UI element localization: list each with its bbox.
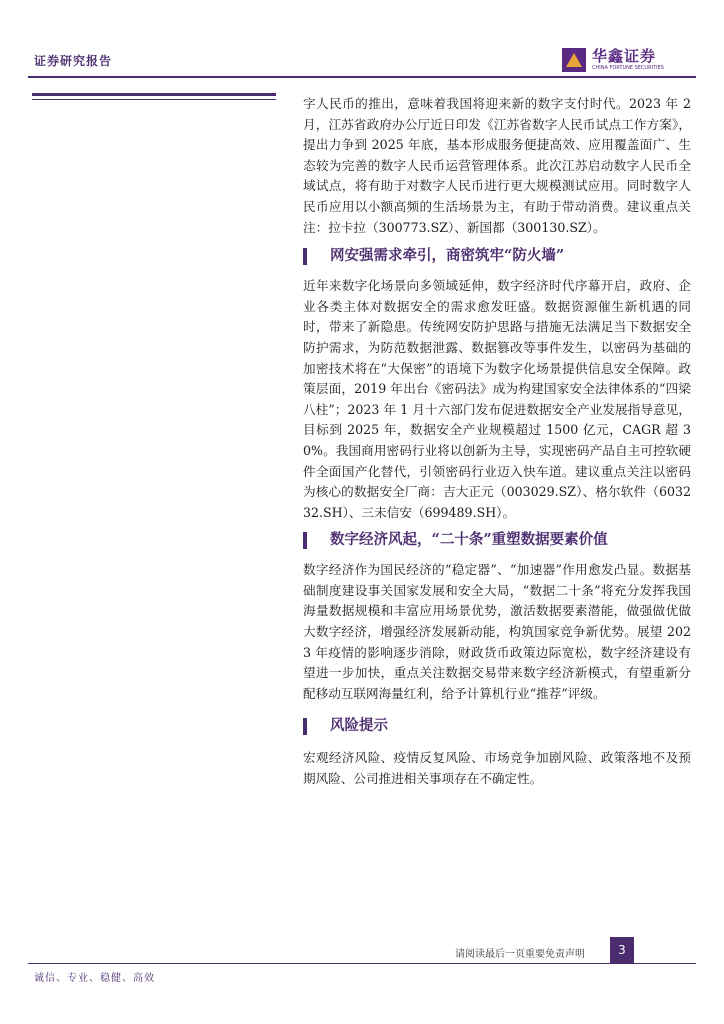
paragraph-risk: 宏观经济风险、疫情反复风险、市场竞争加剧风险、政策落地不及预期风险、公司推进相关事项存在不确定性。 (303, 750, 691, 787)
header-divider (28, 76, 696, 78)
paragraph-digital-economy: 数字经济作为国民经济的“稳定器”、“加速器”作用愈发凸显。数据基础制度建设事关国家发展和安全大局，“数据二十条”将充分发挥我国海量数据规模和丰富应用场景优势，激活数据要素潜能，做强做优做大数字经济，增强经济发展新动能，构筑国家竞争新优势。展望 2023 年疫情的影响逐步消除，财政货币政策边际宽松，数字经济建设有望进一步加快，重点关注数据交易带来数字经济新模式，有望重新分配移动互联网海量红利，给予计算机行业“推荐”评级。 (303, 562, 691, 701)
report-type-label: 证券研究报告 (34, 54, 113, 68)
footer-motto: 诚信、专业、稳健、高效 (34, 973, 155, 984)
logo-subtitle: CHINA FORTUNE SECURITIES (592, 65, 664, 71)
footer-divider (28, 963, 696, 964)
company-logo (562, 45, 692, 75)
heading-marker (303, 718, 307, 735)
page-number: 3 (610, 937, 634, 963)
heading-marker (303, 532, 307, 549)
section-heading-digital-economy (303, 530, 691, 550)
logo-mark-icon (562, 48, 586, 72)
logo-name: 华鑫证券 (592, 47, 657, 65)
heading-text: 数字经济风起，“二十条”重塑数据要素价值 (330, 531, 608, 549)
section-heading-cybersecurity (303, 246, 691, 266)
sidebar-divider-thick (32, 93, 276, 96)
paragraph-cybersecurity: 近年来数字化场景向多领域延伸，数字经济时代序幕开启，政府、企业各类主体对数据安全的需求愈发旺盛。数据资源催生新机遇的同时，带来了新隐患。传统网安防护思路与措施无法满足当下数据安全防护需求，为防范数据泄露、数据篡改等事件发生，以密码为基础的加密技术将在“大保密”的语境下为数字化场景提供信息安全保障。政策层面，2019 年出台《密码法》成为构建国家安全法律体系的“四梁八柱”；2023 年 1 月十六部门发布促进数据安全产业发展指导意见，目标到 2025 年，数据安全产业规模超过 1500 亿元，CAGR 超 30%。我国商用密码行业将以创新为主导，实现密码产品自主可控软硬件全面国产化替代，引领密码行业迈入快车道。建议重点关注以密码为核心的数据安全厂商：吉大正元（003029.SZ）、格尔软件（603232.SH）、三未信安（699489.SH）。 (303, 278, 691, 520)
paragraph-digital-rmb: 字人民币的推出，意味着我国将迎来新的数字支付时代。2023 年 2 月，江苏省政府办公厅近日印发《江苏省数字人民币试点工作方案》，提出力争到 2025 年底，基本形成服务便捷高效、应用覆盖面广、生态较为完善的数字人民币运营管理体系。此次江苏启动数字人民币全域试点，将有助于对数字人民币进行更大规模测试应用。同时数字人民币应用以小额高频的生活场景为主，有助于带动消费。建议重点关注：拉卡拉（300773.SZ）、新国都（300130.SZ）。 (303, 96, 691, 235)
disclaimer-text: 请阅读最后一页重要免责声明 (455, 949, 585, 960)
heading-text: 风险提示 (330, 717, 388, 735)
heading-marker (303, 248, 307, 265)
section-heading-risk (303, 716, 691, 736)
sidebar-divider-thin (32, 99, 276, 100)
main-content (303, 94, 691, 790)
heading-text: 网安强需求牵引，商密筑牢“防火墙” (330, 247, 565, 265)
